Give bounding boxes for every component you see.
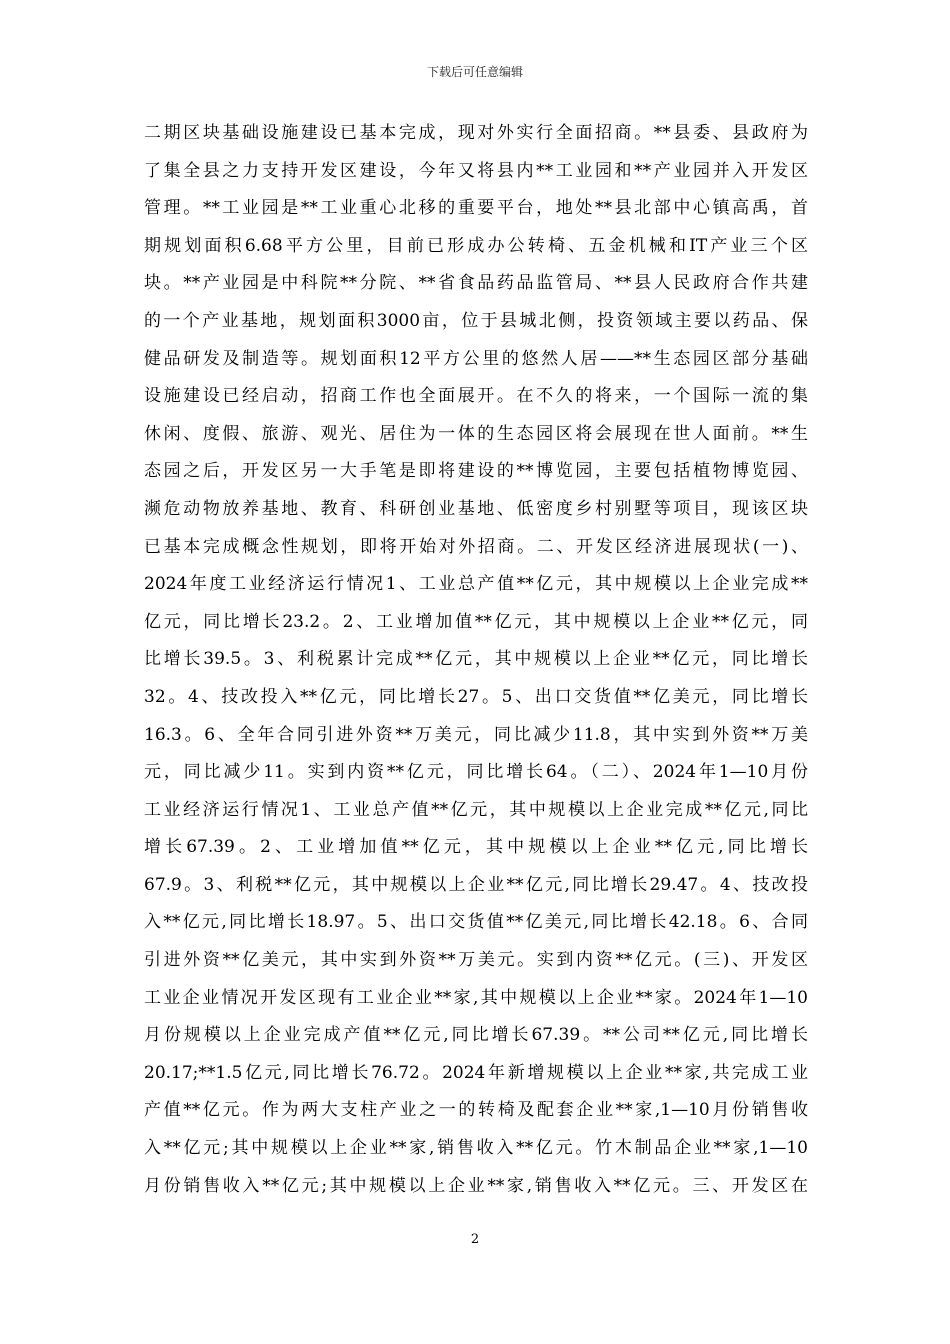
text-line: 比增长39.5。3、利税累计完成**亿元，其中规模以上企业**亿元，同比增长 [144, 649, 808, 670]
text-line: 2024年度工业经济运行情况1、工业总产值**亿元，其中规模以上企业完成** [144, 574, 808, 595]
text-line: 67.9。3、利税**亿元，其中规模以上企业**亿元,同比增长29.47。4、技改投 [144, 874, 808, 895]
text-line: 产值**亿元。作为两大支柱产业之一的转椅及配套企业**家,1—10月份销售收 [144, 1100, 808, 1121]
page-number: 2 [470, 1232, 480, 1247]
text-line: 二期区块基础设施建设已基本完成，现对外实行全面招商。**县委、县政府为 [144, 123, 808, 143]
text-line: 的一个产业基地，规划面积3000亩，位于县城北侧，投资领域主要以药品、保 [144, 310, 808, 331]
text-line: 工业经济运行情况1、工业总产值**亿元，其中规模以上企业完成**亿元,同比 [144, 799, 808, 820]
text-line: 元，同比减少11。实到内资**亿元，同比增长64。（二）、2024年1—10月份 [144, 762, 808, 783]
text-line: 了集全县之力支持开发区建设，今年又将县内**工业园和**产业园并入开发区 [144, 160, 808, 181]
text-line: 濒危动物放养基地、教育、科研创业基地、低密度乡村别墅等项目，现该区块 [144, 498, 808, 519]
text-line: 设施建设已经启动，招商工作也全面展开。在不久的将来，一个国际一流的集 [144, 386, 808, 407]
text-line: 期规划面积6.68平方公里，目前已形成办公转椅、五金机械和IT产业三个区 [144, 235, 808, 256]
text-line: 20.17;**1.5亿元,同比增长76.72。2024年新增规模以上企业**家,共完成工业 [144, 1062, 808, 1083]
text-line: 入**亿元,同比增长18.97。5、出口交货值**亿美元,同比增长42.18。6、合同 [144, 912, 808, 933]
text-line: 管理。**工业园是**工业重心北移的重要平台，地处**县北部中心镇高禹，首 [144, 198, 808, 219]
text-line: 入**亿元;其中规模以上企业**家,销售收入**亿元。竹木制品企业**家,1—10 [144, 1138, 808, 1159]
text-line: 增长67.39。2、工业增加值**亿元，其中规模以上企业**亿元,同比增长 [144, 837, 808, 858]
text-line: 休闲、度假、旅游、观光、居住为一体的生态园区将会展现在世人面前。**生 [144, 423, 808, 444]
text-line: 亿元，同比增长23.2。2、工业增加值**亿元，其中规模以上企业**亿元，同 [144, 611, 808, 632]
text-line: 块。**产业园是中科院**分院、**省食品药品监管局、**县人民政府合作共建 [144, 273, 808, 294]
text-line: 月份规模以上企业完成产值**亿元,同比增长67.39。**公司**亿元,同比增长 [144, 1025, 808, 1046]
text-line: 工业企业情况开发区现有工业企业**家,其中规模以上企业**家。2024年1—10 [144, 987, 808, 1008]
text-line: 32。4、技改投入**亿元，同比增长27。5、出口交货值**亿美元，同比增长 [144, 686, 808, 707]
text-line: 引进外资**亿美元，其中实到外资**万美元。实到内资**亿元。(三)、开发区 [144, 950, 808, 971]
page-header: 下载后可任意编辑 [426, 65, 523, 79]
text-line: 已基本完成概念性规划，即将开始对外招商。二、开发区经济进展现状(一)、 [144, 536, 808, 557]
text-line: 态园之后，开发区另一大手笔是即将建设的**博览园，主要包括植物博览园、 [144, 461, 808, 482]
text-line: 16.3。6、全年合同引进外资**万美元，同比减少11.8，其中实到外资**万美 [144, 724, 808, 745]
body-text [144, 115, 808, 1205]
text-line: 月份销售收入**亿元;其中规模以上企业**家,销售收入**亿元。三、开发区在 [144, 1175, 808, 1196]
text-line: 健品研发及制造等。规划面积12平方公里的悠然人居——**生态园区部分基础 [144, 348, 808, 369]
